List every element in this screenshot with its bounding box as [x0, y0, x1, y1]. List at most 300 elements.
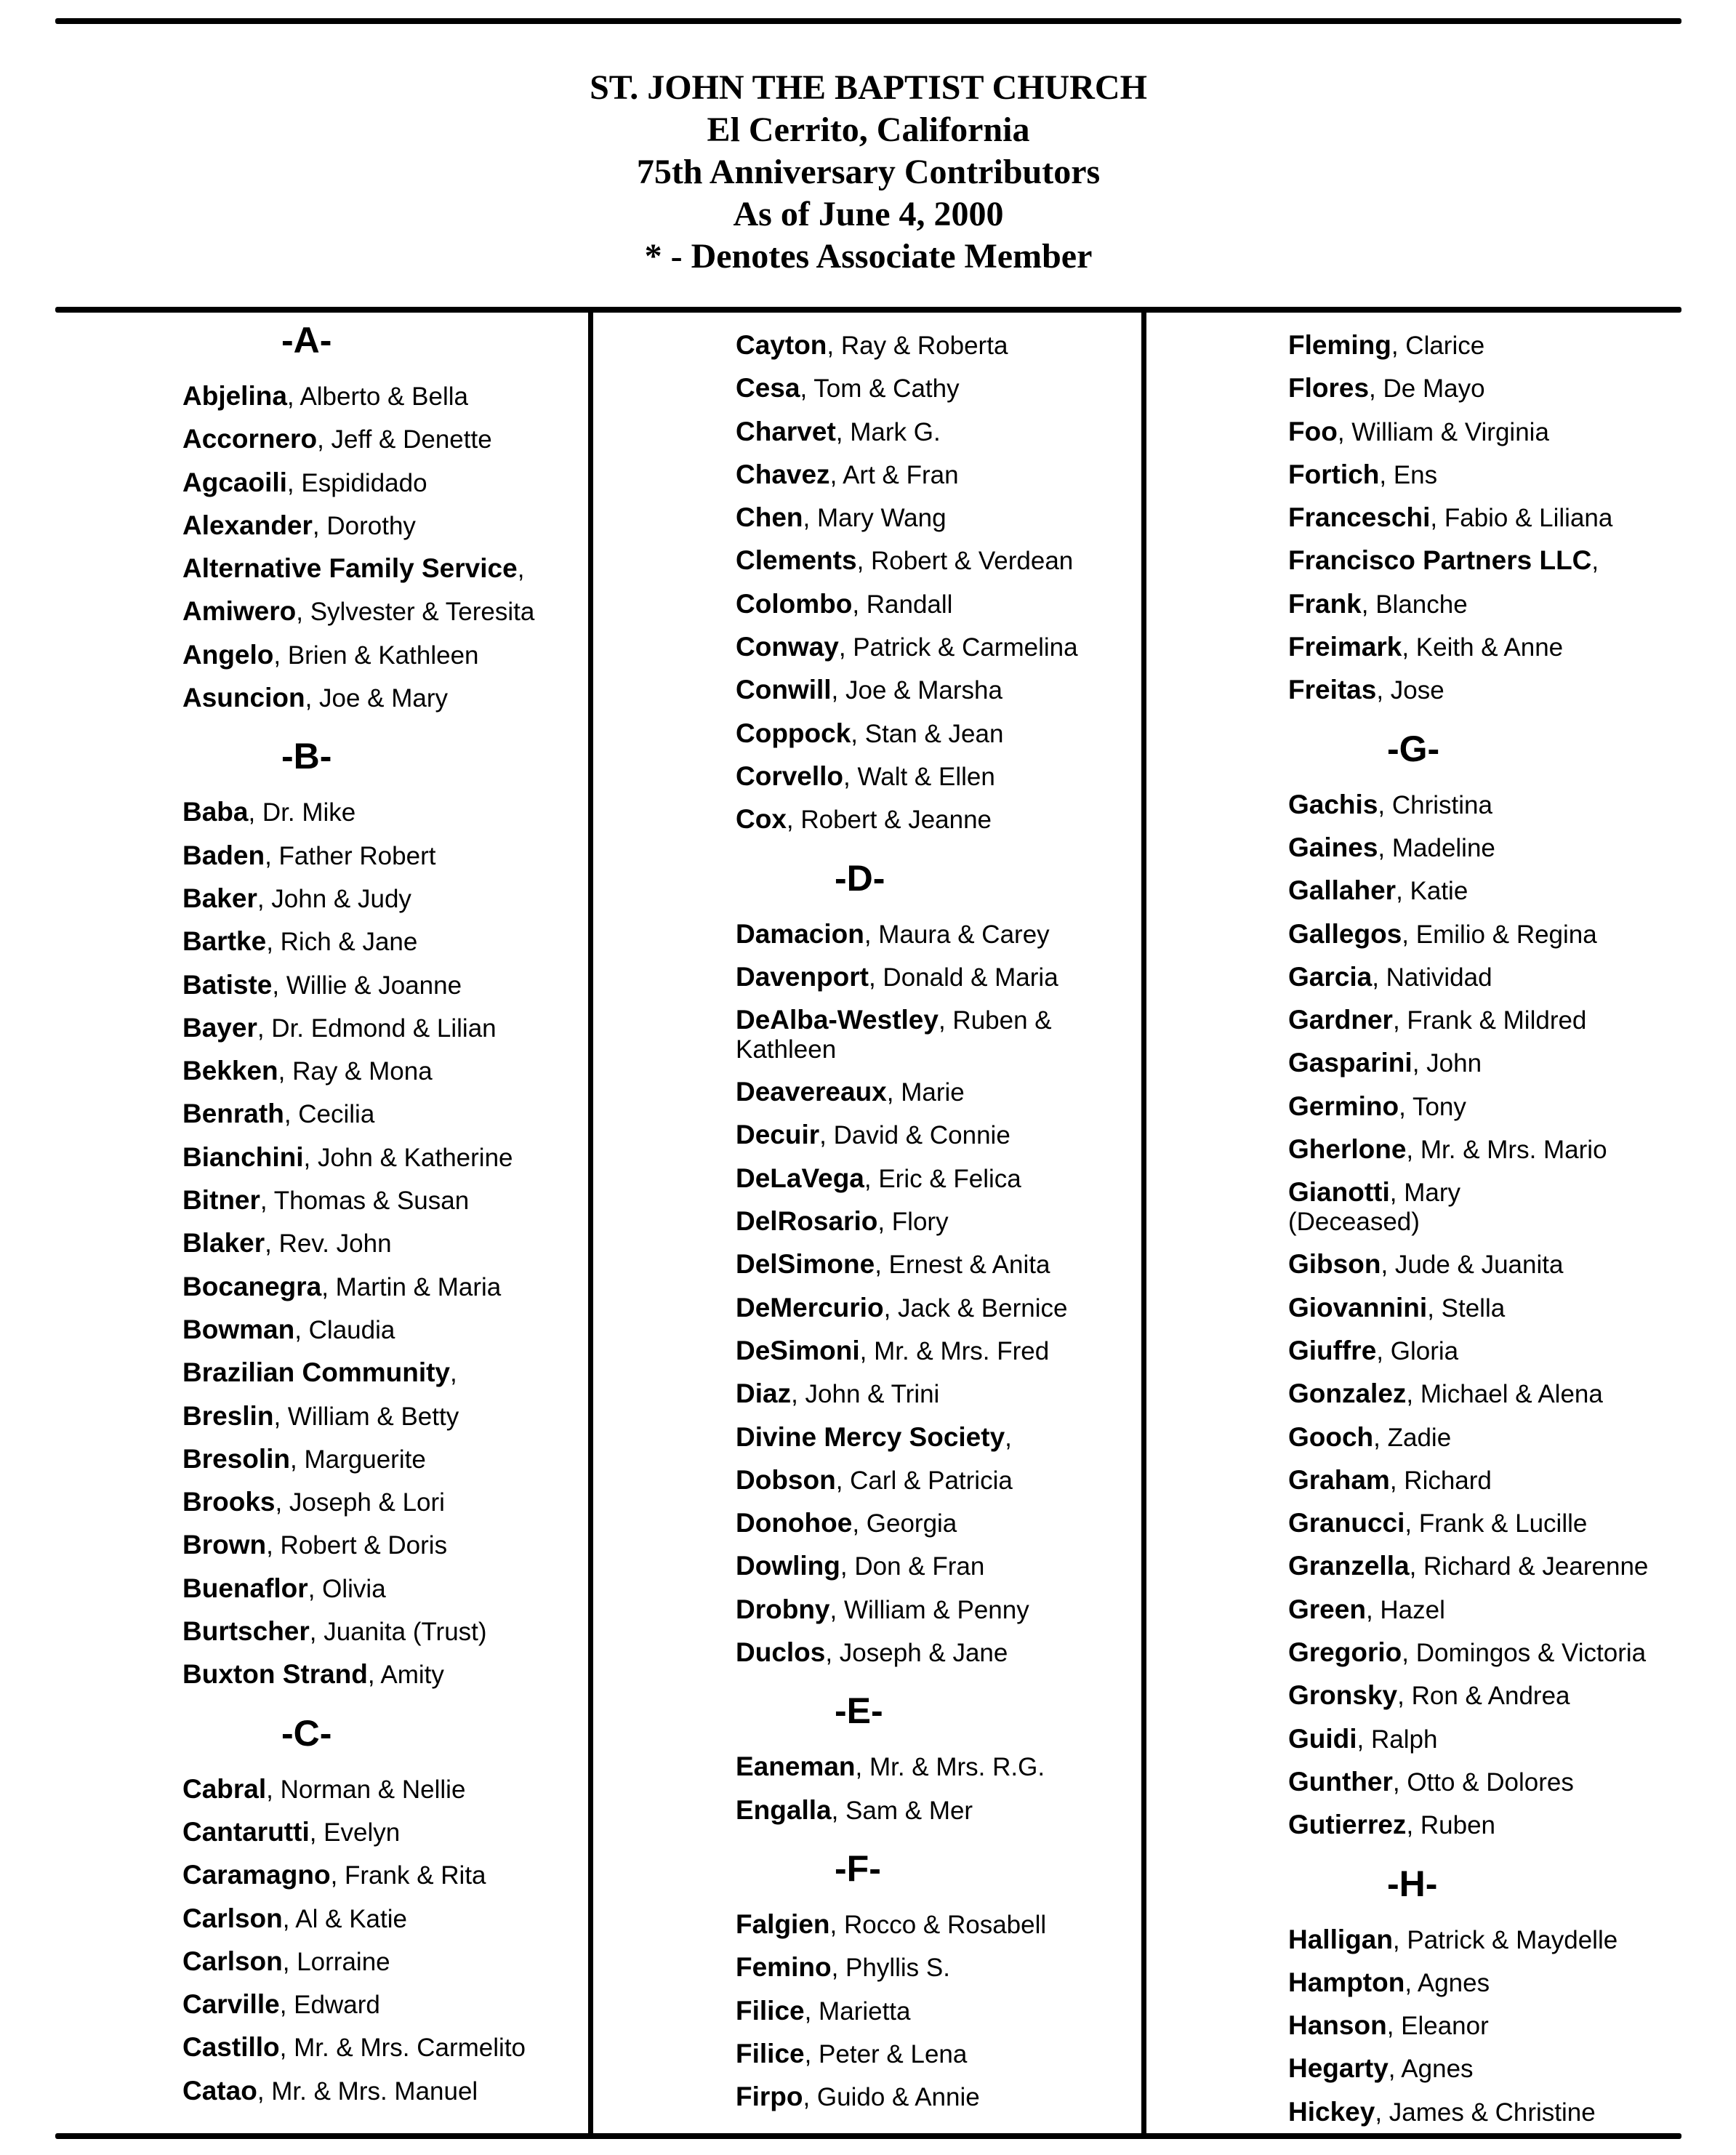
contributor-surname: Brooks [182, 1487, 276, 1517]
contributor-entry [736, 956, 1132, 999]
contributor-given-names: , Ruben [1406, 1811, 1496, 1840]
contributor-entry [1288, 1459, 1681, 1502]
contributor-entry [736, 1903, 1132, 1946]
contributor-surname: Gonzalez [1288, 1379, 1407, 1409]
contributor-given-names: , Frank & Lucille [1405, 1509, 1588, 1538]
contributor-given-names: , Georgia [852, 1509, 957, 1538]
contributor-surname: Gardner [1288, 1005, 1393, 1035]
contributor-surname: Decuir [736, 1120, 820, 1150]
contributor-entry [182, 1941, 575, 1983]
contributor-entry [182, 1179, 575, 1222]
contributor-entry [736, 1200, 1132, 1243]
contributor-given-names: , Brien & Kathleen [273, 641, 479, 670]
contributor-entry [182, 2070, 575, 2113]
contributor-surname: Gherlone [1288, 1134, 1407, 1165]
contributor-surname: Carville [182, 1989, 280, 2020]
contributor-given-names: , Madeline [1378, 833, 1495, 862]
contributor-surname: Alternative Family Service [182, 553, 518, 584]
contributor-given-names: , Agnes [1405, 1968, 1490, 1997]
contributor-given-names: , Rocco & Rosabell [829, 1910, 1047, 1939]
contributor-entry [736, 755, 1132, 798]
contributor-surname: Burtscher [182, 1616, 310, 1647]
contributor-surname: Chen [736, 502, 803, 533]
contributor-entry [736, 1789, 1132, 1832]
contributor-given-names: , Mary (Deceased) [1288, 1179, 1460, 1237]
contributor-entry [736, 367, 1132, 410]
column-divider-2 [1141, 311, 1146, 2136]
contributor-entry [736, 669, 1132, 712]
church-name: ST. JOHN THE BAPTIST CHURCH [590, 68, 1147, 107]
contributor-entry [182, 1898, 575, 1941]
contributor-given-names: , Michael & Alena [1406, 1380, 1603, 1409]
contributor-given-names: , Mr. & Mrs. Carmelito [279, 2034, 526, 2063]
contributor-entry [182, 1481, 575, 1524]
contributor-surname: Buxton Strand [182, 1659, 368, 1690]
contributor-entry [1288, 539, 1681, 582]
contributor-surname: Conwill [736, 675, 832, 705]
contributor-entry [1288, 1761, 1681, 1804]
contributor-surname: Chavez [736, 459, 830, 489]
contributor-surname: Gaines [1288, 832, 1378, 862]
contributor-entry [182, 2026, 575, 2069]
contributor-surname: DeAlba-Westley [736, 1005, 939, 1035]
contributor-surname: Garcia [1288, 961, 1373, 992]
contributor-entry [182, 1222, 575, 1265]
contributor-given-names: , Lorraine [282, 1947, 390, 1976]
contributor-given-names: , Fabio & Liliana [1430, 504, 1613, 533]
contributor-entry [182, 418, 575, 461]
contributor-given-names: , Espididado [286, 468, 427, 497]
contributor-given-names: , Phyllis S. [831, 1954, 950, 1983]
contributor-given-names: , Flory [877, 1208, 949, 1237]
contributor-entry [736, 1157, 1132, 1200]
contributor-entry [736, 1114, 1132, 1157]
contributor-entry [1288, 1128, 1681, 1171]
contributor-given-names: , William & Betty [273, 1402, 459, 1431]
contributor-given-names: , Frank & Mildred [1392, 1006, 1587, 1035]
contributor-entry [1288, 827, 1681, 870]
contributor-surname: Hampton [1288, 1967, 1405, 1997]
contributor-surname: DeSimoni [736, 1335, 860, 1365]
contributor-surname: Bekken [182, 1056, 278, 1086]
contributor-given-names: , Clarice [1391, 332, 1485, 360]
contributor-given-names: , Jose [1376, 676, 1444, 705]
contributor-entry [736, 1589, 1132, 1632]
contributor-entry [736, 1632, 1132, 1674]
contributor-surname: Freitas [1288, 675, 1377, 705]
contributor-surname: Conway [736, 632, 839, 662]
contributor-given-names: , Ray & Mona [278, 1057, 433, 1086]
contributor-entry [1288, 324, 1681, 367]
contributor-surname: Eaneman [736, 1751, 856, 1782]
contributor-given-names: , Jude & Juanita [1381, 1251, 1564, 1280]
contributor-surname: Colombo [736, 588, 853, 619]
contributor-surname: Clements [736, 545, 857, 576]
contributor-given-names: , Amity [367, 1661, 444, 1690]
contributor-entry [1288, 1632, 1681, 1674]
contributor-entry [182, 1266, 575, 1309]
contributor-given-names: , James & Christine [1375, 2098, 1596, 2127]
contributor-entry [182, 1983, 575, 2026]
legend-note: * - Denotes Associate Member [644, 237, 1093, 276]
contributor-entry [1288, 1919, 1681, 1962]
contributor-surname: Halligan [1288, 1924, 1393, 1954]
contributor-entry [1288, 1243, 1681, 1286]
contributor-given-names: , Art & Fran [829, 460, 959, 489]
section-heading: -B- [281, 736, 332, 777]
contributor-surname: DeLaVega [736, 1163, 864, 1193]
contributor-surname: Angelo [182, 639, 274, 670]
contributor-given-names: , Sam & Mer [831, 1796, 973, 1825]
section-heading: -G- [1387, 728, 1440, 769]
contributor-surname: Accornero [182, 424, 318, 454]
contributor-surname: Bocanegra [182, 1271, 322, 1301]
contributor-entry [182, 1395, 575, 1438]
contributor-given-names: , Olivia [308, 1574, 386, 1603]
contributor-surname: Cesa [736, 373, 800, 404]
contributor-entry [182, 462, 575, 505]
contributor-surname: Deavereaux [736, 1077, 887, 1107]
contributor-given-names: , Eleanor [1386, 2012, 1489, 2041]
contributor-entry [1288, 1171, 1528, 1243]
contributor-surname: Engalla [736, 1794, 832, 1825]
contributor-entry [182, 1811, 575, 1854]
contributor-surname: Blaker [182, 1228, 265, 1259]
contributor-given-names: , Walt & Ellen [843, 762, 995, 791]
section-heading: -H- [1387, 1863, 1438, 1904]
contributor-entry [736, 1990, 1132, 2033]
contributor-given-names: , Donald & Maria [868, 963, 1058, 992]
contributor-given-names: , John & Judy [257, 884, 411, 913]
contributor-given-names: , Guido & Annie [803, 2083, 980, 2112]
contributor-entry [1288, 1373, 1681, 1416]
contributor-surname: Amiwero [182, 596, 297, 627]
bottom-rule [55, 2133, 1681, 2139]
contributor-given-names: , Ens [1379, 460, 1438, 489]
contributor-entry [1288, 1962, 1681, 2004]
contributor-entry [182, 1768, 575, 1811]
top-rule [55, 18, 1681, 24]
contributor-surname: Gooch [1288, 1421, 1374, 1452]
contributor-entry [1288, 1545, 1681, 1588]
contributor-entry [1288, 1287, 1681, 1330]
contributor-surname: Agcaoili [182, 467, 287, 497]
contributor-given-names: , [1005, 1423, 1012, 1452]
contributor-surname: Charvet [736, 416, 836, 446]
contributor-entry [1288, 1589, 1681, 1632]
contributor-surname: DelSimone [736, 1249, 875, 1280]
contributor-given-names: , Mr. & Mrs. R.G. [855, 1753, 1045, 1782]
contributor-given-names: , John [1412, 1049, 1482, 1078]
contributor-entry [1288, 870, 1681, 912]
contributor-given-names: , De Mayo [1369, 374, 1485, 404]
contributor-entry [1288, 1330, 1681, 1373]
contributor-surname: Gronsky [1288, 1680, 1398, 1711]
contributor-surname: Brazilian Community [182, 1357, 450, 1388]
contributor-surname: Femino [736, 1952, 832, 1983]
contributor-surname: Asuncion [182, 683, 305, 713]
contributor-entry [1288, 2047, 1681, 2090]
contributor-surname: Damacion [736, 918, 864, 949]
contributor-surname: Gregorio [1288, 1637, 1402, 1668]
contributor-given-names: , Joseph & Jane [825, 1639, 1008, 1668]
contributors-column-2 [736, 324, 1132, 2119]
contributor-entry [736, 713, 1132, 755]
contributor-given-names: , Richard & Jearenne [1409, 1552, 1649, 1581]
contributor-entry [182, 1854, 575, 1897]
contributor-given-names: , Agnes [1388, 2055, 1474, 2084]
contributor-given-names: , Blanche [1361, 590, 1468, 619]
contributor-entry [182, 878, 575, 920]
section-heading: -D- [835, 857, 885, 899]
contributor-entry [736, 1746, 1132, 1789]
contributor-given-names: , Peter & Lena [804, 2039, 968, 2068]
contributor-given-names: , Ray & Roberta [827, 332, 1008, 360]
contributor-surname: Bianchini [182, 1141, 304, 1172]
contributor-given-names: , Hazel [1365, 1595, 1445, 1624]
contributor-surname: Divine Mercy Society [736, 1421, 1005, 1452]
contributor-entry [1288, 956, 1681, 999]
document-title: 75th Anniversary Contributors [636, 153, 1101, 191]
contributor-given-names: , Willie & Joanne [272, 971, 462, 1000]
contributor-surname: Graham [1288, 1464, 1390, 1495]
contributor-given-names: , Tony [1399, 1092, 1466, 1121]
contributor-entry [736, 1502, 1132, 1545]
contributor-given-names: , Evelyn [309, 1818, 401, 1847]
contributor-surname: DelRosario [736, 1206, 878, 1237]
contributor-surname: DeMercurio [736, 1292, 884, 1323]
contributor-surname: Bayer [182, 1012, 257, 1043]
contributor-entry [1288, 1804, 1681, 1847]
contributor-given-names: , Edward [279, 1991, 380, 2020]
contributor-surname: Cabral [182, 1773, 267, 1804]
contributor-given-names: , William & Virginia [1337, 417, 1549, 446]
contributor-given-names: , Rev. John [265, 1229, 392, 1259]
contributor-given-names: , Otto & Dolores [1392, 1767, 1574, 1797]
section-heading: -F- [835, 1847, 881, 1889]
contributor-entry [736, 1946, 1132, 1989]
contributor-surname: Francisco Partners LLC [1288, 545, 1592, 576]
contributor-entry [182, 1007, 575, 1050]
contributor-given-names: , Gloria [1376, 1336, 1459, 1365]
contributor-surname: Gallegos [1288, 918, 1402, 949]
contributor-given-names: , Stan & Jean [851, 719, 1004, 748]
contributor-entry [182, 1309, 575, 1352]
contributor-given-names: , Dr. Mike [248, 798, 356, 827]
contributor-given-names: , Katie [1396, 877, 1468, 906]
contributor-entry [736, 2076, 1132, 2119]
contributor-given-names: , Dr. Edmond & Lilian [257, 1014, 497, 1043]
contributor-given-names: , Patrick & Maydelle [1392, 1925, 1618, 1954]
contributor-given-names: , Mr. & Mrs. Mario [1406, 1136, 1607, 1165]
contributor-surname: Dowling [736, 1551, 840, 1581]
section-heading: -C- [281, 1712, 332, 1754]
contributor-given-names: , Joseph & Lori [275, 1488, 445, 1517]
contributor-given-names: , Jack & Bernice [883, 1293, 1068, 1323]
contributor-entry [736, 2033, 1132, 2076]
contributor-surname: Cayton [736, 330, 827, 360]
contributor-surname: Foo [1288, 416, 1338, 446]
contributor-given-names: , Jeff & Denette [317, 425, 492, 454]
contributor-entry [1288, 1502, 1681, 1545]
contributor-surname: Baden [182, 840, 265, 870]
contributor-given-names: , Marietta [804, 1997, 911, 2026]
contributor-given-names: , Natividad [1372, 963, 1492, 992]
contributor-surname: Diaz [736, 1379, 792, 1409]
contributor-given-names: , Ernest & Anita [875, 1251, 1050, 1280]
contributor-entry [736, 1459, 1132, 1502]
contributor-surname: Dobson [736, 1464, 836, 1495]
header-bottom-rule [55, 307, 1681, 313]
contributor-entry [736, 324, 1132, 367]
document-header [55, 67, 1681, 278]
contributor-entry [736, 1071, 1132, 1114]
contributor-given-names: , Robert & Doris [266, 1531, 448, 1560]
contributor-surname: Franceschi [1288, 502, 1431, 533]
contributor-entry [736, 454, 1132, 497]
contributor-entry [182, 677, 575, 720]
contributor-entry [182, 1568, 575, 1610]
contributor-entry [736, 1545, 1132, 1588]
contributor-given-names: , Claudia [294, 1315, 395, 1344]
contributor-entry [1288, 1674, 1681, 1717]
contributor-surname: Giovannini [1288, 1292, 1428, 1323]
contributor-entry [1288, 367, 1681, 410]
contributor-entry [182, 835, 575, 878]
contributor-given-names: , Norman & Nellie [266, 1775, 466, 1804]
contributor-given-names: , David & Connie [819, 1121, 1010, 1150]
contributor-entry [182, 920, 575, 963]
contributor-entry [182, 547, 575, 590]
contributor-surname: Granzella [1288, 1551, 1410, 1581]
contributor-surname: Guidi [1288, 1723, 1357, 1754]
contributor-given-names: , Father Robert [265, 841, 436, 870]
contributor-given-names: , Mr. & Mrs. Fred [859, 1336, 1050, 1365]
contributor-surname: Davenport [736, 961, 869, 992]
contributor-given-names: , Martin & Maria [321, 1272, 502, 1301]
contributor-given-names: , Joe & Marsha [831, 676, 1002, 705]
contributor-given-names: , Alberto & Bella [286, 382, 468, 411]
contributor-entry [736, 497, 1132, 539]
contributor-given-names: , Robert & Jeanne [786, 806, 992, 835]
contributor-surname: Donohoe [736, 1508, 853, 1538]
contributor-entry [736, 626, 1132, 669]
contributor-surname: Filice [736, 2038, 805, 2068]
contributor-entry [736, 1243, 1132, 1286]
contributor-given-names: , Rich & Jane [266, 928, 418, 957]
contributor-given-names: , John & Trini [791, 1380, 940, 1409]
contributor-entry [736, 1416, 1132, 1459]
contributor-surname: Castillo [182, 2032, 280, 2063]
contributor-surname: Cox [736, 804, 787, 835]
contributor-surname: Carlson [182, 1903, 283, 1933]
contributor-given-names: , Ron & Andrea [1397, 1682, 1570, 1711]
contributor-entry [736, 913, 1132, 956]
contributor-entry [1288, 583, 1681, 626]
contributor-surname: Duclos [736, 1637, 826, 1668]
contributor-surname: Baker [182, 883, 257, 913]
contributor-entry [1288, 497, 1681, 539]
contributor-surname: Frank [1288, 588, 1362, 619]
contributor-given-names: , Ruben & Kathleen [736, 1006, 1052, 1064]
contributor-entry [1288, 626, 1681, 669]
contributor-given-names: , Stella [1427, 1293, 1506, 1323]
contributor-entry [182, 634, 575, 677]
contributor-entry [182, 1136, 575, 1179]
contributor-given-names: , Mark G. [835, 417, 941, 446]
contributor-entry [182, 1438, 575, 1481]
as-of-date: As of June 4, 2000 [733, 195, 1004, 233]
contributor-entry [736, 1373, 1132, 1416]
contributor-given-names: , William & Penny [829, 1595, 1029, 1624]
contributor-surname: Abjelina [182, 381, 287, 411]
contributor-surname: Gallaher [1288, 875, 1397, 906]
contributor-given-names: , Marguerite [290, 1445, 426, 1474]
contributor-surname: Batiste [182, 969, 273, 1000]
contributor-given-names: , Patrick & Carmelina [838, 633, 1078, 662]
contributor-surname: Gutierrez [1288, 1810, 1407, 1840]
contributor-surname: Freimark [1288, 632, 1402, 662]
location: El Cerrito, California [707, 111, 1030, 149]
contributor-surname: Gibson [1288, 1249, 1381, 1280]
contributor-surname: Brown [182, 1530, 267, 1560]
contributor-given-names: , Robert & Verdean [856, 547, 1074, 576]
contributor-surname: Cantarutti [182, 1816, 310, 1847]
contributor-given-names: , [1591, 547, 1599, 576]
contributor-entry [736, 583, 1132, 626]
contributor-given-names: , Zadie [1373, 1423, 1452, 1452]
contributor-entry [736, 539, 1132, 582]
contributor-surname: Bartke [182, 926, 267, 957]
contributor-given-names: , Al & Katie [282, 1904, 407, 1933]
contributor-surname: Germino [1288, 1091, 1399, 1121]
contributor-given-names: , Mary Wang [803, 504, 947, 533]
contributor-given-names: , Christina [1378, 790, 1492, 819]
contributor-surname: Falgien [736, 1909, 830, 1939]
contributor-surname: Filice [736, 1995, 805, 2026]
contributor-surname: Green [1288, 1594, 1366, 1624]
contributor-given-names: , John & Katherine [303, 1143, 513, 1172]
contributor-entry [1288, 999, 1681, 1042]
contributor-given-names: , Sylvester & Teresita [296, 598, 535, 627]
contributor-surname: Granucci [1288, 1508, 1405, 1538]
contributor-given-names: , [450, 1359, 457, 1388]
contributor-entry [736, 411, 1132, 454]
contributor-given-names: , Thomas & Susan [260, 1187, 470, 1216]
contributor-given-names: , Eric & Felica [864, 1164, 1021, 1193]
contributor-given-names: , Richard [1389, 1466, 1492, 1495]
contributor-given-names: , Randall [852, 590, 953, 619]
contributor-given-names: , Domingos & Victoria [1402, 1639, 1647, 1668]
contributor-given-names: , Emilio & Regina [1402, 920, 1597, 949]
contributor-entry [182, 791, 575, 834]
contributor-entry [1288, 2091, 1681, 2134]
contributor-entry [182, 1524, 575, 1567]
contributor-given-names: , Maura & Carey [864, 920, 1050, 949]
contributor-surname: Coppock [736, 718, 851, 748]
contributor-given-names: , [517, 555, 525, 584]
contributor-surname: Giuffre [1288, 1335, 1377, 1365]
contributor-entry [182, 1050, 575, 1093]
contributor-surname: Breslin [182, 1400, 274, 1431]
contributor-surname: Caramagno [182, 1860, 331, 1890]
contributor-given-names: , Carl & Patricia [835, 1466, 1013, 1495]
contributor-surname: Gachis [1288, 789, 1378, 819]
contributor-given-names: , Frank & Rita [330, 1861, 486, 1890]
contributor-given-names: , Cecilia [284, 1100, 375, 1129]
contributor-surname: Corvello [736, 761, 844, 791]
contributor-entry [1288, 411, 1681, 454]
